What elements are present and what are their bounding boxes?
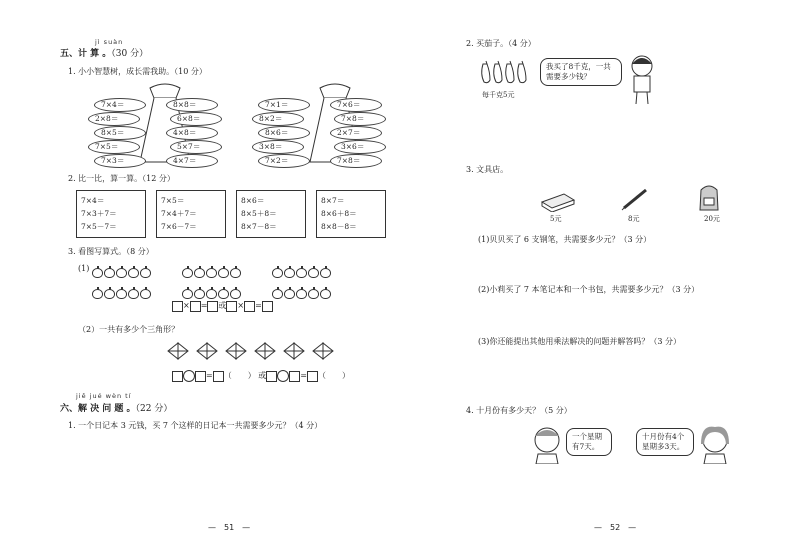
page-number-left: — 51 — — [208, 523, 251, 532]
tree-oval-left: 8×5＝ — [94, 126, 146, 140]
comparison-expression: 7×5＝ — [161, 196, 185, 205]
section5-score: （30 分） — [111, 49, 149, 59]
apple-icon — [206, 268, 217, 278]
triangle-figure — [168, 343, 188, 359]
page-number-right: — 52 — — [594, 523, 637, 532]
apple-icon — [92, 268, 103, 278]
tree-oval-left: 7×5＝ — [88, 140, 140, 154]
q1-title: 1. 小小智慧树，成长需我助。（10 分） — [68, 67, 207, 76]
tree-oval-right: 4×8＝ — [166, 126, 218, 140]
section5-pinyin: jì suàn — [95, 38, 124, 46]
q3-part2: （2）一共有多少个三角形？ — [78, 325, 180, 334]
tree-oval-right: 2×7＝ — [330, 126, 382, 140]
equation-row-1: × = 或 × = — [172, 300, 273, 312]
comparison-expression: 8×6＝ — [241, 196, 265, 205]
apple-icon — [128, 289, 139, 299]
apple-icon — [92, 289, 103, 299]
apple-icon — [182, 268, 193, 278]
answer-box[interactable] — [190, 301, 201, 312]
apple-icon — [308, 268, 319, 278]
operator-circle[interactable] — [183, 370, 195, 382]
eggplant-price: 每千克5元 — [482, 91, 515, 99]
answer-box[interactable] — [307, 371, 318, 382]
comparison-box — [76, 190, 146, 238]
item-price: 8元 — [628, 215, 640, 223]
apple-icon — [284, 268, 295, 278]
answer-box[interactable] — [195, 371, 206, 382]
triangle-figure — [226, 343, 246, 359]
item-price: 20元 — [704, 215, 720, 223]
pen-icon — [620, 186, 650, 212]
comparison-expression: 8×7－8＝ — [241, 222, 277, 231]
apple-icon — [230, 289, 241, 299]
tree-oval-left: 7×2＝ — [258, 154, 310, 168]
apple-icon — [272, 289, 283, 299]
answer-box[interactable] — [244, 301, 255, 312]
triangle-figure — [255, 343, 275, 359]
apple-icon — [296, 289, 307, 299]
tree-oval-right: 3×6＝ — [334, 140, 386, 154]
rq2-title: 2. 买茄子。（4 分） — [466, 39, 536, 48]
apple-icon — [194, 268, 205, 278]
operator-circle[interactable] — [277, 370, 289, 382]
rq3-sub1: (1)贝贝买了 6 支钢笔，共需要多少元？（3 分） — [478, 235, 652, 244]
apple-icon — [296, 268, 307, 278]
rq3-sub2: (2)小莉买了 7 本笔记本和一个书包，共需要多少元？（3 分） — [478, 285, 700, 294]
comparison-expression: 7×6－7＝ — [161, 222, 197, 231]
notebook-icon — [540, 188, 576, 212]
comparison-expression: 7×4＝ — [81, 196, 105, 205]
comparison-expression: 7×4＋7＝ — [161, 209, 197, 218]
tree-oval-right: 7×6＝ — [330, 98, 382, 112]
q6-1: 1. 一个日记本 3 元钱，买 7 个这样的日记本一共需要多少元？（4 分） — [68, 421, 323, 430]
answer-box[interactable] — [213, 371, 224, 382]
triangle-figure — [197, 343, 217, 359]
unit-paren-2: （ ） — [317, 371, 350, 380]
answer-box[interactable] — [207, 301, 218, 312]
comparison-box — [316, 190, 386, 238]
apple-icon — [182, 289, 193, 299]
apple-icon — [230, 268, 241, 278]
answer-box[interactable] — [289, 371, 300, 382]
apple-icon — [140, 268, 151, 278]
apple-group-2 — [182, 263, 252, 303]
apple-icon — [116, 289, 127, 299]
rq3-sub3: (3)你还能提出其他用乘法解决的问题并解答吗？（3 分） — [478, 337, 681, 346]
section5-title — [60, 46, 148, 59]
answer-box[interactable] — [266, 371, 277, 382]
speech-bubble-boy-2: 一个星期有7天。 — [566, 428, 612, 456]
apple-icon — [116, 268, 127, 278]
q3-title: 3. 看图写算式。（8 分） — [68, 247, 154, 256]
or-text: 或 — [218, 301, 227, 310]
q2-title: 2. 比一比，算一算。（12 分） — [68, 174, 175, 183]
triangle-figure — [284, 343, 304, 359]
apple-icon — [140, 289, 151, 299]
tree-oval-right: 6×8＝ — [170, 112, 222, 126]
tree-oval-left: 7×1＝ — [258, 98, 310, 112]
triangle-figure — [313, 343, 333, 359]
rq3-title: 3. 文具店。 — [466, 165, 509, 174]
apple-icon — [218, 268, 229, 278]
tree-oval-right: 5×7＝ — [170, 140, 222, 154]
tree-oval-left: 7×4＝ — [94, 98, 146, 112]
comparison-expression: 8×5＋8＝ — [241, 209, 277, 218]
schoolbag-icon — [696, 182, 722, 212]
comparison-expression: 7×5－7＝ — [81, 222, 117, 231]
eggplant-icon — [478, 60, 532, 86]
unit-paren: （ ） — [223, 371, 256, 380]
boy-face-icon — [530, 424, 564, 464]
tree-oval-left: 2×8＝ — [88, 112, 140, 126]
speech-bubble-boy: 我买了8千克，一共需要多少钱？ — [540, 58, 622, 86]
boy-character-icon — [624, 54, 660, 106]
apple-group-1 — [92, 263, 162, 303]
section6-title — [60, 401, 172, 414]
equation-row-2: = （ ） 或 = （ ） — [172, 370, 350, 382]
comparison-box — [236, 190, 306, 238]
answer-box[interactable] — [226, 301, 237, 312]
apple-icon — [128, 268, 139, 278]
section5-title-text: 五、计 算 。 — [60, 49, 112, 59]
apple-icon — [284, 289, 295, 299]
tree-oval-left: 8×6＝ — [258, 126, 310, 140]
tree-oval-right: 8×8＝ — [166, 98, 218, 112]
answer-box[interactable] — [262, 301, 273, 312]
answer-box[interactable] — [172, 301, 183, 312]
comparison-expression: 8×8－8＝ — [321, 222, 357, 231]
tree-oval-left: 3×8＝ — [252, 140, 304, 154]
section6-title-text: 六、解 决 问 题 。 — [60, 404, 136, 414]
speech-bubble-girl: 十月份有4个星期多3天。 — [636, 428, 694, 456]
tree-oval-right: 7×8＝ — [334, 112, 386, 126]
comparison-expression: 8×6＋8＝ — [321, 209, 357, 218]
apple-icon — [320, 268, 331, 278]
item-price: 5元 — [550, 215, 562, 223]
tree-oval-right: 4×7＝ — [166, 154, 218, 168]
apple-icon — [104, 268, 115, 278]
apple-icon — [218, 289, 229, 299]
apple-icon — [320, 289, 331, 299]
apple-icon — [308, 289, 319, 299]
apple-icon — [272, 268, 283, 278]
apple-icon — [104, 289, 115, 299]
comparison-box — [156, 190, 226, 238]
q3-part1-label: (1) — [78, 264, 90, 273]
answer-box[interactable] — [172, 371, 183, 382]
or-text-2: 或 — [258, 371, 267, 380]
rq4-title: 4. 十月份有多少天？（5 分） — [466, 406, 572, 415]
tree-oval-right: 7×8＝ — [330, 154, 382, 168]
apple-icon — [194, 289, 205, 299]
comparison-expression: 8×7＝ — [321, 196, 345, 205]
apple-icon — [206, 289, 217, 299]
girl-face-icon — [698, 424, 732, 464]
tree-oval-left: 8×2＝ — [252, 112, 304, 126]
tree-oval-left: 7×3＝ — [94, 154, 146, 168]
triangle-figures — [160, 340, 340, 362]
section6-pinyin: jiě jué wèn tí — [76, 392, 132, 400]
section6-score: （22 分） — [135, 404, 173, 414]
comparison-expression: 7×3＋7＝ — [81, 209, 117, 218]
apple-group-3 — [272, 263, 342, 303]
